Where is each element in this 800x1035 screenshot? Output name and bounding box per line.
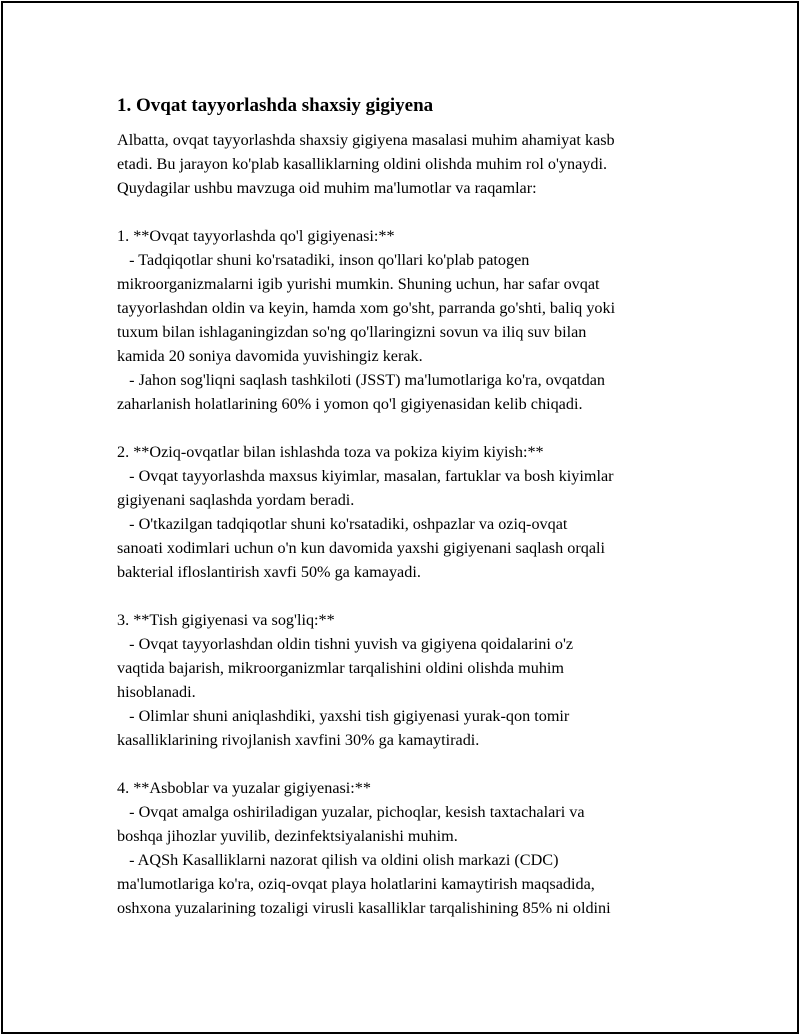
- text-line: ma'lumotlariga ko'ra, oziq-ovqat playa holatlarini kamaytirish maqsadida,: [117, 875, 595, 893]
- text-line: Quydagilar ushbu mavzuga oid muhim ma'lumotlar va raqamlar:: [117, 179, 537, 197]
- text-line: oshxona yuzalarining tozaligi virusli kasalliklar tarqalishining 85% ni oldini: [117, 899, 611, 917]
- text-line: kamida 20 soniya davomida yuvishingiz kerak.: [117, 347, 423, 365]
- blank-line: [117, 416, 697, 440]
- text-line: - O'tkazilgan tadqiqotlar shuni ko'rsatadiki, oshpazlar va oziq-ovqat: [117, 515, 568, 533]
- text-line: - Jahon sog'liqni saqlash tashkiloti (JSST) ma'lumotlariga ko'ra, ovqatdan: [117, 371, 606, 389]
- text-line: zaharlanish holatlarining 60% i yomon qo'l gigiyenasidan kelib chiqadi.: [117, 395, 583, 413]
- text-line: gigiyenani saqlashda yordam beradi.: [117, 491, 355, 509]
- paragraph-block: [117, 128, 697, 920]
- text-line: sanoati xodimlari uchun o'n kun davomida yaxshi gigiyenani saqlash orqali: [117, 539, 605, 557]
- text-line: 2. **Oziq-ovqatlar bilan ishlashda toza va pokiza kiyim kiyish:**: [117, 443, 544, 461]
- text-line: kasalliklarining rivojlanish xavfini 30% ga kamaytiradi.: [117, 731, 480, 749]
- text-line: bakterial ifloslantirish xavfi 50% ga kamayadi.: [117, 563, 421, 581]
- text-line: hisoblanadi.: [117, 683, 196, 701]
- text-line: - AQSh Kasalliklarni nazorat qilish va oldini olish markazi (CDC): [117, 851, 559, 869]
- text-line: - Tadqiqotlar shuni ko'rsatadiki, inson qo'llari ko'plab patogen: [117, 251, 530, 269]
- text-line: vaqtida bajarish, mikroorganizmlar tarqalishini oldini olishda muhim: [117, 659, 565, 677]
- text-line: Albatta, ovqat tayyorlashda shaxsiy gigiyena masalasi muhim ahamiyat kasb: [117, 131, 615, 149]
- text-line: - Ovqat tayyorlashda maxsus kiyimlar, masalan, fartuklar va bosh kiyimlar: [117, 467, 614, 485]
- text-line: 1. **Ovqat tayyorlashda qo'l gigiyenasi:**: [117, 227, 395, 245]
- document-body: [117, 94, 697, 920]
- blank-line: [117, 584, 697, 608]
- text-line: 4. **Asboblar va yuzalar gigiyenasi:**: [117, 779, 371, 797]
- text-line: tuxum bilan ishlaganingizdan so'ng qo'llaringizni sovun va iliq suv bilan: [117, 323, 587, 341]
- text-line: - Ovqat tayyorlashdan oldin tishni yuvish va gigiyena qoidalarini o'z: [117, 635, 574, 653]
- text-line: 3. **Tish gigiyenasi va sog'liq:**: [117, 611, 335, 629]
- section-heading: 1. Ovqat tayyorlashda shaxsiy gigiyena: [117, 95, 434, 116]
- text-line: mikroorganizmalarni igib yurishi mumkin. Shuning uchun, har safar ovqat: [117, 275, 600, 293]
- text-line: - Ovqat amalga oshiriladigan yuzalar, pichoqlar, kesish taxtachalari va: [117, 803, 585, 821]
- text-line: - Olimlar shuni aniqlashdiki, yaxshi tish gigiyenasi yurak-qon tomir: [117, 707, 570, 725]
- blank-line: [117, 752, 697, 776]
- text-line: etadi. Bu jarayon ko'plab kasalliklarning oldini olishda muhim rol o'ynaydi.: [117, 155, 608, 173]
- text-line: tayyorlashdan oldin va keyin, hamda xom go'sht, parranda go'shti, baliq yoki: [117, 299, 616, 317]
- text-line: boshqa jihozlar yuvilib, dezinfektsiyalanishi muhim.: [117, 827, 458, 845]
- blank-line: [117, 200, 697, 224]
